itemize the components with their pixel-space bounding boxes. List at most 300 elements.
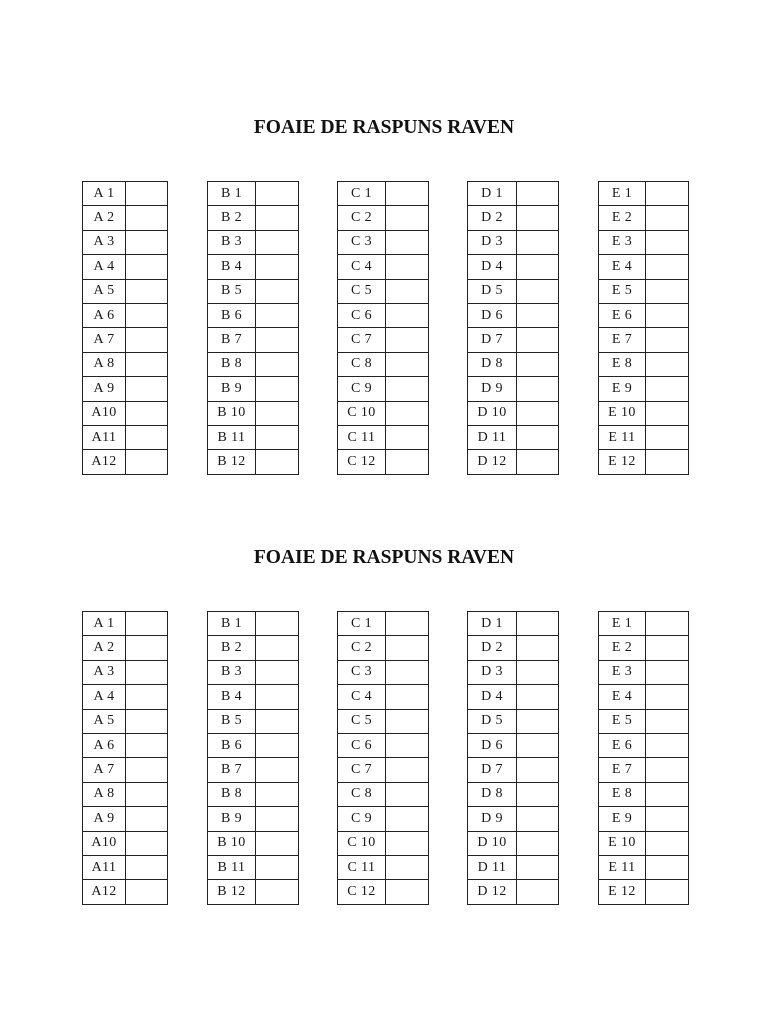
answer-sheet-bottom: [0, 547, 768, 947]
answer-cell: [517, 758, 559, 782]
item-label: C 6: [338, 303, 386, 327]
answer-cell: [646, 303, 689, 327]
item-label: A11: [83, 855, 126, 879]
item-label: C 2: [338, 206, 386, 230]
answer-cell: [646, 425, 689, 449]
answer-row: [338, 425, 429, 449]
answer-row: [208, 230, 299, 254]
answer-row: [208, 377, 299, 401]
answer-row: [599, 709, 689, 733]
answer-row: [468, 782, 559, 806]
answer-row: [208, 206, 299, 230]
item-label: D 5: [468, 279, 517, 303]
item-label: B 3: [208, 230, 256, 254]
answer-sheet-top: [0, 117, 768, 517]
answer-cell: [256, 303, 299, 327]
item-label: D 3: [468, 660, 517, 684]
answer-cell: [126, 328, 168, 352]
answer-table-e: [598, 181, 689, 475]
answer-cell: [256, 733, 299, 757]
answer-row: [208, 182, 299, 206]
sheet-title: FOAIE DE RASPUNS RAVEN: [253, 547, 515, 568]
answer-cell: [126, 425, 168, 449]
item-label: D 9: [468, 807, 517, 831]
answer-row: [599, 328, 689, 352]
answer-row: [599, 782, 689, 806]
answer-row: [599, 685, 689, 709]
answer-cell: [256, 855, 299, 879]
answer-cell: [126, 660, 168, 684]
answer-cell: [517, 733, 559, 757]
item-label: D 5: [468, 709, 517, 733]
item-label: B 1: [208, 182, 256, 206]
item-label: E 9: [599, 377, 646, 401]
answer-row: [338, 660, 429, 684]
item-label: E 10: [599, 401, 646, 425]
item-label: C 2: [338, 636, 386, 660]
item-label: A 2: [83, 206, 126, 230]
item-label: C 11: [338, 425, 386, 449]
item-label: E 2: [599, 206, 646, 230]
answer-cell: [126, 401, 168, 425]
answer-cell: [646, 880, 689, 904]
item-label: D 2: [468, 206, 517, 230]
item-label: A 3: [83, 660, 126, 684]
item-label: B 2: [208, 636, 256, 660]
answer-row: [338, 206, 429, 230]
answer-row: [208, 709, 299, 733]
answer-row: [338, 636, 429, 660]
answer-row: [468, 660, 559, 684]
answer-cell: [256, 758, 299, 782]
item-label: A 1: [83, 612, 126, 636]
item-label: D 3: [468, 230, 517, 254]
answer-row: [83, 782, 168, 806]
answer-cell: [256, 660, 299, 684]
item-label: A12: [83, 880, 126, 904]
answer-cell: [386, 328, 429, 352]
answer-cell: [517, 450, 559, 474]
answer-row: [338, 880, 429, 904]
answer-cell: [646, 758, 689, 782]
answer-row: [468, 758, 559, 782]
answer-row: [83, 255, 168, 279]
answer-cell: [126, 807, 168, 831]
item-label: D 11: [468, 425, 517, 449]
item-label: E 11: [599, 425, 646, 449]
answer-cell: [386, 425, 429, 449]
answer-cell: [386, 855, 429, 879]
answer-cell: [256, 450, 299, 474]
answer-cell: [126, 758, 168, 782]
answer-cell: [517, 880, 559, 904]
answer-row: [83, 733, 168, 757]
answer-cell: [126, 831, 168, 855]
answer-row: [208, 328, 299, 352]
item-label: B 9: [208, 807, 256, 831]
item-label: E 12: [599, 880, 646, 904]
item-label: C 12: [338, 880, 386, 904]
answer-cell: [386, 255, 429, 279]
answer-cell: [126, 303, 168, 327]
item-label: B 11: [208, 855, 256, 879]
item-label: D 12: [468, 450, 517, 474]
item-label: A10: [83, 401, 126, 425]
answer-cell: [517, 230, 559, 254]
item-label: A 9: [83, 807, 126, 831]
answer-row: [468, 880, 559, 904]
answer-row: [468, 401, 559, 425]
answer-row: [599, 831, 689, 855]
answer-cell: [126, 855, 168, 879]
item-label: B 10: [208, 831, 256, 855]
answer-row: [599, 660, 689, 684]
item-label: C 9: [338, 377, 386, 401]
item-label: A 7: [83, 328, 126, 352]
item-label: E 7: [599, 328, 646, 352]
answer-row: [599, 880, 689, 904]
item-label: A 4: [83, 255, 126, 279]
item-label: D 2: [468, 636, 517, 660]
answer-row: [468, 303, 559, 327]
item-label: C 7: [338, 758, 386, 782]
item-label: E 3: [599, 660, 646, 684]
answer-cell: [386, 709, 429, 733]
item-label: E 8: [599, 352, 646, 376]
answer-cell: [517, 685, 559, 709]
answer-cell: [126, 255, 168, 279]
answer-cell: [126, 182, 168, 206]
answer-cell: [256, 612, 299, 636]
item-label: C 3: [338, 230, 386, 254]
answer-row: [599, 855, 689, 879]
answer-row: [83, 855, 168, 879]
answer-row: [468, 709, 559, 733]
item-label: C 1: [338, 182, 386, 206]
answer-table-d: [467, 611, 559, 905]
answer-cell: [646, 807, 689, 831]
item-label: C 4: [338, 255, 386, 279]
item-label: B 5: [208, 279, 256, 303]
answer-row: [338, 230, 429, 254]
answer-cell: [646, 782, 689, 806]
item-label: E 4: [599, 685, 646, 709]
item-label: D 7: [468, 758, 517, 782]
answer-table-a: [82, 611, 168, 905]
item-label: E 5: [599, 709, 646, 733]
answer-cell: [386, 401, 429, 425]
answer-cell: [386, 733, 429, 757]
answer-cell: [256, 255, 299, 279]
answer-cell: [126, 352, 168, 376]
item-label: D 1: [468, 612, 517, 636]
answer-row: [83, 612, 168, 636]
item-label: C 10: [338, 401, 386, 425]
answer-cell: [646, 709, 689, 733]
answer-row: [468, 279, 559, 303]
item-label: A11: [83, 425, 126, 449]
answer-row: [338, 279, 429, 303]
answer-row: [599, 182, 689, 206]
item-label: B 4: [208, 255, 256, 279]
answer-row: [83, 425, 168, 449]
answer-row: [208, 612, 299, 636]
answer-cell: [517, 636, 559, 660]
item-label: D 12: [468, 880, 517, 904]
answer-row: [338, 855, 429, 879]
answer-cell: [646, 831, 689, 855]
answer-cell: [517, 782, 559, 806]
item-label: E 1: [599, 612, 646, 636]
item-label: D 6: [468, 733, 517, 757]
answer-table-e: [598, 611, 689, 905]
item-label: C 12: [338, 450, 386, 474]
answer-cell: [646, 855, 689, 879]
answer-cell: [517, 377, 559, 401]
answer-row: [208, 660, 299, 684]
answer-table-a: [82, 181, 168, 475]
answer-cell: [126, 377, 168, 401]
item-label: C 5: [338, 279, 386, 303]
answer-cell: [256, 807, 299, 831]
item-label: E 5: [599, 279, 646, 303]
answer-cell: [386, 230, 429, 254]
answer-row: [468, 685, 559, 709]
item-label: E 12: [599, 450, 646, 474]
answer-table-c: [337, 181, 429, 475]
answer-cell: [646, 352, 689, 376]
item-label: B 12: [208, 450, 256, 474]
item-label: A 9: [83, 377, 126, 401]
answer-cell: [126, 612, 168, 636]
answer-row: [208, 636, 299, 660]
answer-row: [83, 685, 168, 709]
answer-row: [338, 450, 429, 474]
answer-row: [468, 328, 559, 352]
answer-cell: [386, 182, 429, 206]
answer-cell: [126, 636, 168, 660]
item-label: A10: [83, 831, 126, 855]
answer-cell: [386, 807, 429, 831]
item-label: E 8: [599, 782, 646, 806]
item-label: B 4: [208, 685, 256, 709]
answer-cell: [646, 660, 689, 684]
answer-row: [338, 401, 429, 425]
answer-row: [208, 831, 299, 855]
answer-cell: [517, 279, 559, 303]
answer-cell: [386, 880, 429, 904]
answer-cell: [646, 206, 689, 230]
item-label: D 1: [468, 182, 517, 206]
item-label: C 11: [338, 855, 386, 879]
answer-cell: [126, 279, 168, 303]
item-label: C 7: [338, 328, 386, 352]
item-label: B 2: [208, 206, 256, 230]
answer-row: [468, 733, 559, 757]
item-label: A 1: [83, 182, 126, 206]
answer-row: [468, 831, 559, 855]
answer-row: [208, 782, 299, 806]
answer-row: [83, 660, 168, 684]
item-label: E 7: [599, 758, 646, 782]
item-label: C 1: [338, 612, 386, 636]
answer-cell: [646, 230, 689, 254]
answer-cell: [256, 831, 299, 855]
answer-row: [599, 303, 689, 327]
answer-cell: [256, 636, 299, 660]
answer-row: [208, 758, 299, 782]
answer-row: [208, 807, 299, 831]
answer-row: [338, 612, 429, 636]
answer-row: [83, 880, 168, 904]
answer-row: [599, 807, 689, 831]
item-label: A12: [83, 450, 126, 474]
answer-cell: [256, 182, 299, 206]
answer-row: [83, 377, 168, 401]
item-label: B 3: [208, 660, 256, 684]
answer-row: [468, 230, 559, 254]
answer-cell: [646, 636, 689, 660]
item-label: C 9: [338, 807, 386, 831]
answer-cell: [646, 450, 689, 474]
answer-row: [468, 377, 559, 401]
sheet-title: FOAIE DE RASPUNS RAVEN: [253, 117, 515, 138]
answer-row: [468, 807, 559, 831]
answer-row: [208, 685, 299, 709]
answer-row: [599, 352, 689, 376]
answer-row: [338, 352, 429, 376]
answer-cell: [126, 733, 168, 757]
item-label: D 4: [468, 685, 517, 709]
answer-row: [83, 807, 168, 831]
answer-row: [208, 450, 299, 474]
answer-cell: [386, 206, 429, 230]
answer-cell: [517, 206, 559, 230]
answer-row: [599, 733, 689, 757]
item-label: B 8: [208, 782, 256, 806]
answer-cell: [517, 831, 559, 855]
answer-table-d: [467, 181, 559, 475]
item-label: C 3: [338, 660, 386, 684]
item-label: D 7: [468, 328, 517, 352]
answer-row: [208, 255, 299, 279]
answer-cell: [517, 303, 559, 327]
answer-cell: [126, 880, 168, 904]
answer-cell: [386, 377, 429, 401]
item-label: E 4: [599, 255, 646, 279]
item-label: B 7: [208, 758, 256, 782]
item-label: A 4: [83, 685, 126, 709]
answer-cell: [256, 328, 299, 352]
answer-cell: [386, 660, 429, 684]
item-label: E 6: [599, 733, 646, 757]
answer-cell: [256, 352, 299, 376]
answer-cell: [517, 182, 559, 206]
answer-row: [83, 636, 168, 660]
answer-cell: [386, 758, 429, 782]
item-label: D 8: [468, 782, 517, 806]
answer-row: [208, 279, 299, 303]
item-label: B 12: [208, 880, 256, 904]
answer-row: [338, 255, 429, 279]
answer-row: [338, 182, 429, 206]
answer-row: [599, 401, 689, 425]
answer-cell: [646, 279, 689, 303]
answer-row: [468, 425, 559, 449]
answer-row: [83, 450, 168, 474]
answer-cell: [256, 206, 299, 230]
answer-row: [208, 425, 299, 449]
answer-row: [338, 685, 429, 709]
answer-cell: [386, 782, 429, 806]
item-label: C 6: [338, 733, 386, 757]
answer-cell: [646, 377, 689, 401]
item-label: C 8: [338, 782, 386, 806]
answer-row: [208, 880, 299, 904]
answer-cell: [646, 401, 689, 425]
item-label: E 3: [599, 230, 646, 254]
answer-cell: [517, 855, 559, 879]
answer-row: [338, 831, 429, 855]
answer-row: [208, 733, 299, 757]
answer-row: [468, 612, 559, 636]
answer-row: [599, 450, 689, 474]
answer-row: [208, 352, 299, 376]
answer-cell: [256, 279, 299, 303]
item-label: B 8: [208, 352, 256, 376]
item-label: D 6: [468, 303, 517, 327]
answer-cell: [517, 328, 559, 352]
answer-cell: [386, 612, 429, 636]
item-label: A 5: [83, 279, 126, 303]
answer-cell: [386, 450, 429, 474]
answer-table-b: [207, 611, 299, 905]
item-label: A 8: [83, 782, 126, 806]
answer-row: [338, 782, 429, 806]
item-label: C 4: [338, 685, 386, 709]
answer-cell: [126, 450, 168, 474]
answer-row: [338, 733, 429, 757]
answer-row: [599, 425, 689, 449]
answer-cell: [646, 612, 689, 636]
item-label: E 10: [599, 831, 646, 855]
answer-cell: [517, 709, 559, 733]
answer-row: [83, 182, 168, 206]
item-label: E 1: [599, 182, 646, 206]
item-label: E 6: [599, 303, 646, 327]
item-label: D 10: [468, 831, 517, 855]
item-label: D 9: [468, 377, 517, 401]
answer-cell: [646, 182, 689, 206]
item-label: C 5: [338, 709, 386, 733]
answer-cell: [517, 660, 559, 684]
answer-cell: [517, 401, 559, 425]
item-label: A 6: [83, 303, 126, 327]
answer-row: [468, 255, 559, 279]
item-label: C 10: [338, 831, 386, 855]
item-label: C 8: [338, 352, 386, 376]
answer-cell: [517, 612, 559, 636]
item-label: B 9: [208, 377, 256, 401]
answer-cell: [386, 831, 429, 855]
answer-row: [338, 807, 429, 831]
item-label: B 5: [208, 709, 256, 733]
item-label: D 10: [468, 401, 517, 425]
answer-cell: [126, 685, 168, 709]
answer-row: [338, 709, 429, 733]
answer-cell: [517, 807, 559, 831]
answer-cell: [646, 255, 689, 279]
